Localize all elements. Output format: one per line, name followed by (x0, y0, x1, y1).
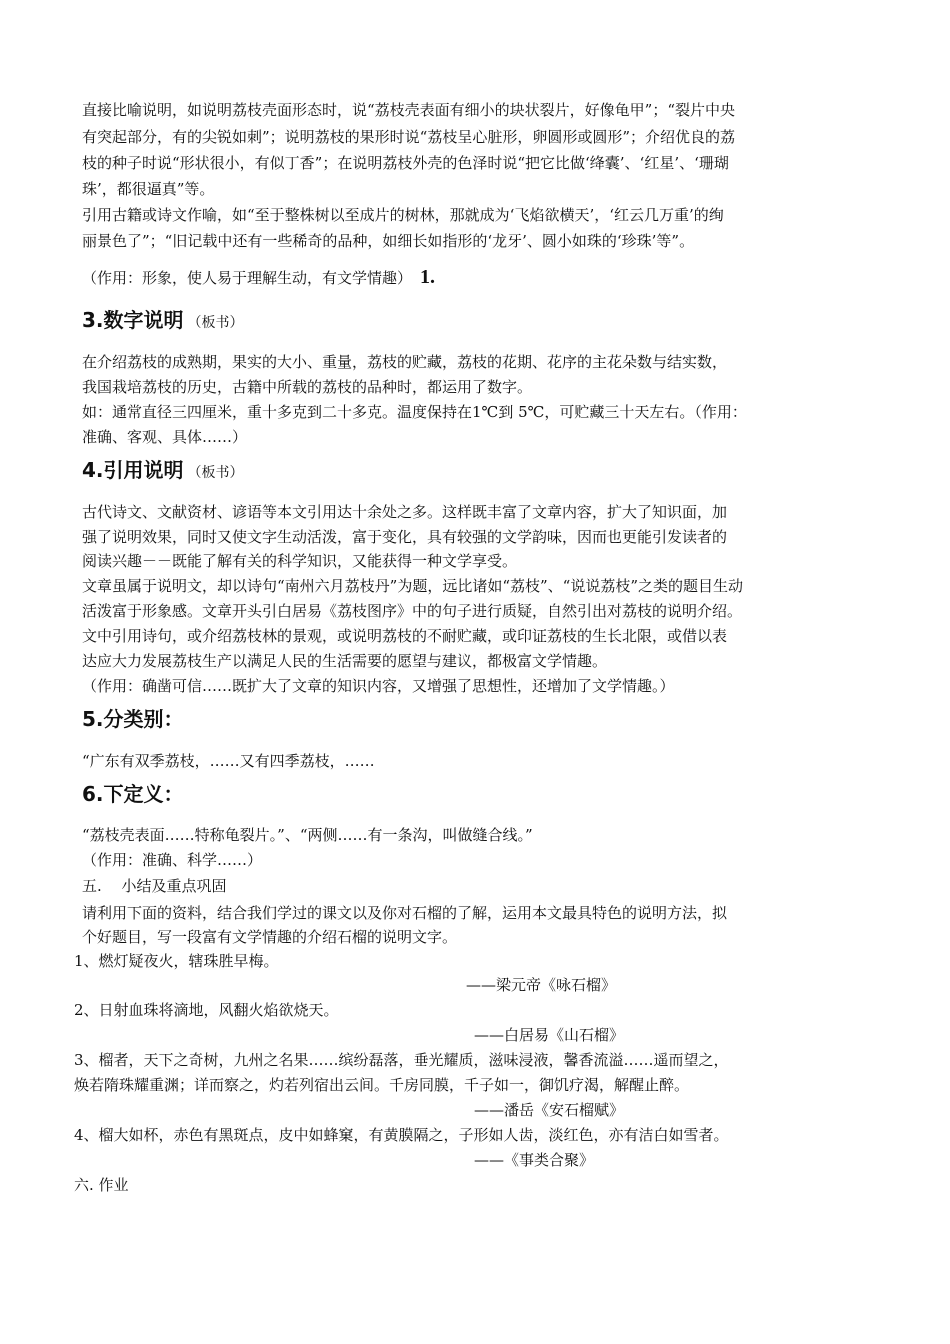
paragraph-line: “荔枝壳表面……特称龟裂片。”、“两侧……有一条沟，叫做缝合线。” (82, 826, 533, 844)
paragraph-line: 达应大力发展荔枝生产以满足人民的生活需要的愿望与建议，都极富文学情趣。 (82, 652, 608, 670)
paragraph-line: 我国栽培荔枝的历史，古籍中所载的荔枝的品种时，都运用了数字。 (82, 378, 533, 396)
quote-3-source: ——潘岳《安石榴赋》 (474, 1101, 625, 1119)
quote-2: 2、日射血珠将滴地，风翻火焰欲烧天。 (74, 1001, 339, 1019)
heading-text: 3.数字说明 (82, 308, 184, 332)
paragraph-line: 文章虽属于说明文，却以诗句“南州六月荔枝丹”为题，远比诸如“荔枝”、“说说荔枝”之类的题目生动 (82, 577, 744, 595)
section-heading-define: 6.下定义： (82, 782, 184, 806)
paragraph-line: 直接比喻说明，如说明荔枝壳面形态时，说“荔枝壳表面有细小的块状裂片，好像龟甲”；“裂片中央 (82, 101, 736, 119)
paragraph-line: 请利用下面的资料，结合我们学过的课文以及你对石榴的了解，运用本文最具特色的说明方法，拟 (82, 904, 728, 922)
section-heading-citation (82, 456, 244, 487)
paragraph-line: 在介绍荔枝的成熟期，果实的大小、重量，荔枝的贮藏，荔枝的花期、花序的主花朵数与结实数， (82, 353, 728, 371)
quote-1: 1、燃灯疑夜火，辖珠胜早梅。 (74, 952, 279, 970)
section-heading-classify: 5.分类别： (82, 707, 184, 731)
section-five-title: 五. 小结及重点巩固 (82, 877, 227, 895)
heading-note: （板书） (187, 315, 244, 331)
quote-1-source: ——梁元帝《咏石榴》 (466, 976, 617, 994)
quote-4: 4、榴大如杯，赤色有黑斑点，皮中如蜂窠，有黄膜隔之，子形如人齿，淡红色，亦有洁白如雪者。 (74, 1126, 729, 1144)
paragraph-line: 个好题目，写一段富有文学情趣的介绍石榴的说明文字。 (82, 928, 458, 946)
quote-2-source: ——白居易《山石榴》 (474, 1026, 625, 1044)
section-heading-numbers (82, 306, 244, 337)
paragraph-line: 强了说明效果，同时又使文字生动活泼，富于变化，具有较强的文学韵味，因而也更能引发读者的 (82, 528, 728, 546)
heading-note: （板书） (187, 465, 244, 481)
paragraph-line: 如：通常直径三四厘米，重十多克到二十多克。温度保持在1℃到 5℃，可贮藏三十天左右。（作用： (82, 403, 747, 421)
effect-line (82, 265, 435, 290)
effect-text: （作用：形象，使人易于理解生动，有文学情趣） (82, 269, 413, 287)
paragraph-line: 枝的种子时说“形状很小，有似丁香”；在说明荔枝外壳的色泽时说“把它比做‘绛囊’、‘红星’、‘珊瑚 (82, 154, 729, 172)
heading-text: 4.引用说明 (82, 458, 184, 482)
paragraph-line: “广东有双季荔枝，……又有四季荔枝，…… (82, 752, 375, 770)
quote-3-line: 焕若隋珠耀重渊；详而察之，灼若列宿出云间。千房同膜，千子如一，御饥疗渴，解醒止醉。 (74, 1076, 690, 1094)
stray-number: 1. (420, 266, 436, 288)
paragraph-line: 丽景色了”；“旧记载中还有一些稀奇的品种，如细长如指形的‘龙牙’、圆小如珠的‘珍珠’等”。 (82, 232, 695, 250)
section-six-title: 六. 作业 (74, 1176, 129, 1194)
paragraph-line: 引用古籍或诗文作喻，如“至于整株树以至成片的树林，那就成为‘飞焰欲横天’，‘红云几万重’的绚 (82, 206, 724, 224)
paragraph-line: （作用：确凿可信……既扩大了文章的知识内容，又增强了思想性，还增加了文学情趣。） (82, 677, 675, 695)
paragraph-line: 活泼富于形象感。文章开头引白居易《荔枝图序》中的句子进行质疑，自然引出对荔枝的说明介绍。 (82, 602, 743, 620)
paragraph-line: 珠’，都很逼真”等。 (82, 180, 215, 198)
quote-3-line: 3、榴者，天下之奇树，九州之名果……缤纷磊落，垂光耀质，滋味浸液，馨香流溢……遥而望之， (74, 1051, 729, 1069)
quote-4-source: ——《事类合聚》 (474, 1151, 595, 1169)
paragraph-line: 古代诗文、文献资材、谚语等本文引用达十余处之多。这样既丰富了文章内容，扩大了知识面，加 (82, 503, 728, 521)
paragraph-line: 阅读兴趣－－既能了解有关的科学知识，又能获得一种文学享受。 (82, 552, 518, 570)
paragraph-line: 文中引用诗句，或介绍荔枝林的景观，或说明荔枝的不耐贮藏，或印证荔枝的生长北限，或借以表 (82, 627, 728, 645)
paragraph-line: 准确、客观、具体……） (82, 428, 248, 446)
paragraph-line: 有突起部分，有的尖锐如刺”；说明荔枝的果形时说“荔枝呈心脏形，卵圆形或圆形”；介绍优良的荔 (82, 128, 736, 146)
paragraph-line: （作用：准确、科学……） (82, 851, 263, 869)
